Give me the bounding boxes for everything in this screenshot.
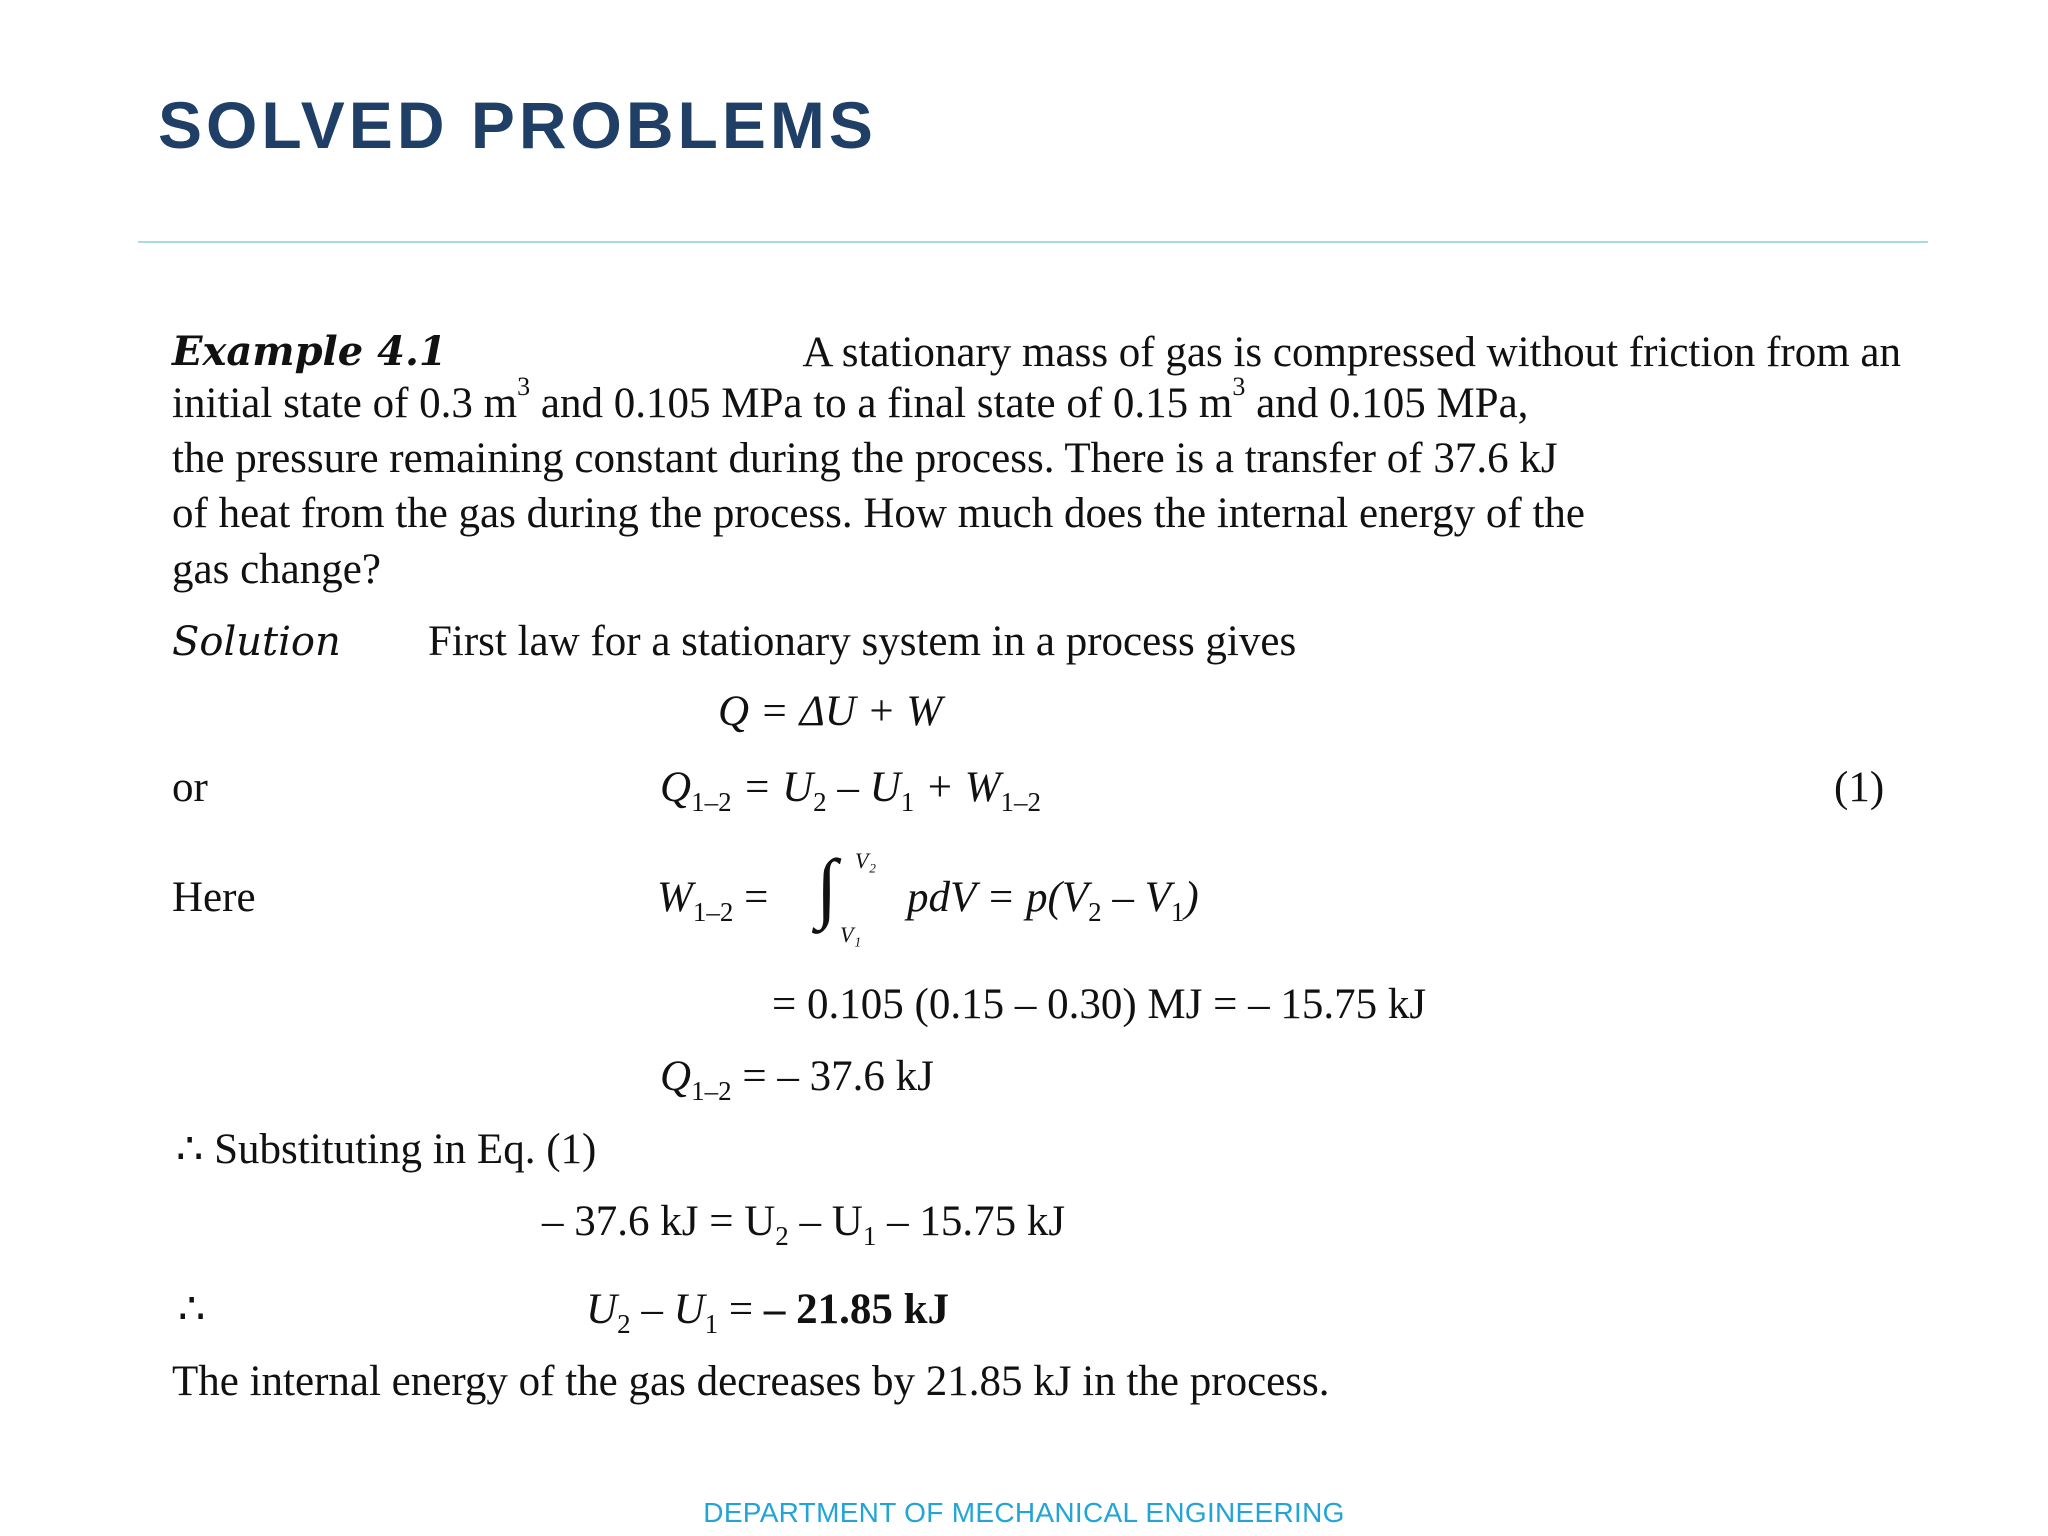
first-law-equation: Q = ΔU + W bbox=[718, 688, 943, 735]
integral-sign: ∫ bbox=[816, 843, 838, 930]
heat-value: $Q_{1-2}$ = – 37.6 kJ bbox=[660, 1053, 934, 1106]
substituting-line: ∴ Substituting in Eq. (1) bbox=[176, 1126, 597, 1173]
equation-1: $Q_{1-2} = U_2 - U_1 + W_{1-2}$ bbox=[660, 764, 1042, 817]
therefore-symbol: ∴ bbox=[178, 1286, 206, 1333]
problem-line-3: the pressure remaining constant during the process. There is a transfer of 37.6 kJ bbox=[172, 435, 1558, 482]
or-label: or bbox=[172, 764, 208, 811]
footer-department: DEPARTMENT OF MECHANICAL ENGINEERING bbox=[703, 1497, 1345, 1528]
work-equation-rhs: pdV = $p(V_2 - V_1)$ bbox=[907, 874, 1199, 927]
problem-text-1: A stationary mass of gas is compressed without friction from an bbox=[802, 329, 1901, 376]
here-label: Here bbox=[172, 874, 256, 921]
solution-heading bbox=[172, 620, 341, 663]
problem-line-1 bbox=[172, 328, 1901, 377]
solution-intro: First law for a stationary system in a process gives bbox=[428, 618, 1297, 665]
problem-line-5: gas change? bbox=[172, 546, 381, 593]
work-equation-lhs: $W_{1-2}$ = bbox=[657, 874, 769, 927]
conclusion-line: The internal energy of the gas decreases by 21.85 kJ in the process. bbox=[172, 1358, 1330, 1405]
equation-number: (1) bbox=[1834, 764, 1885, 811]
slide-title: SOLVED PROBLEMS bbox=[158, 88, 877, 162]
integral-lower-limit: V₁ bbox=[840, 922, 862, 947]
substituted-equation: – 37.6 kJ = $U_2 - U_1 - 15.75$ kJ bbox=[542, 1198, 1066, 1251]
solved-example-scan bbox=[172, 0, 1912, 1430]
problem-line-4: of heat from the gas during the process. How much does the internal energy of the bbox=[172, 490, 1586, 537]
solution-label: Solution bbox=[172, 619, 341, 665]
problem-line-2: initial state of 0.3 $m^3$ and 0.105 MPa to a final state of 0.15 $m^3$ and 0.105 MPa, bbox=[172, 372, 1529, 427]
example-label: Example 4.1 bbox=[172, 328, 447, 375]
result-equation: $U_2 - U_1$ = – 21.85 kJ bbox=[586, 1286, 950, 1339]
work-value: = 0.105 (0.15 – 0.30) MJ = – 15.75 kJ bbox=[772, 981, 1427, 1028]
integral-upper-limit: V₂ bbox=[855, 848, 877, 873]
